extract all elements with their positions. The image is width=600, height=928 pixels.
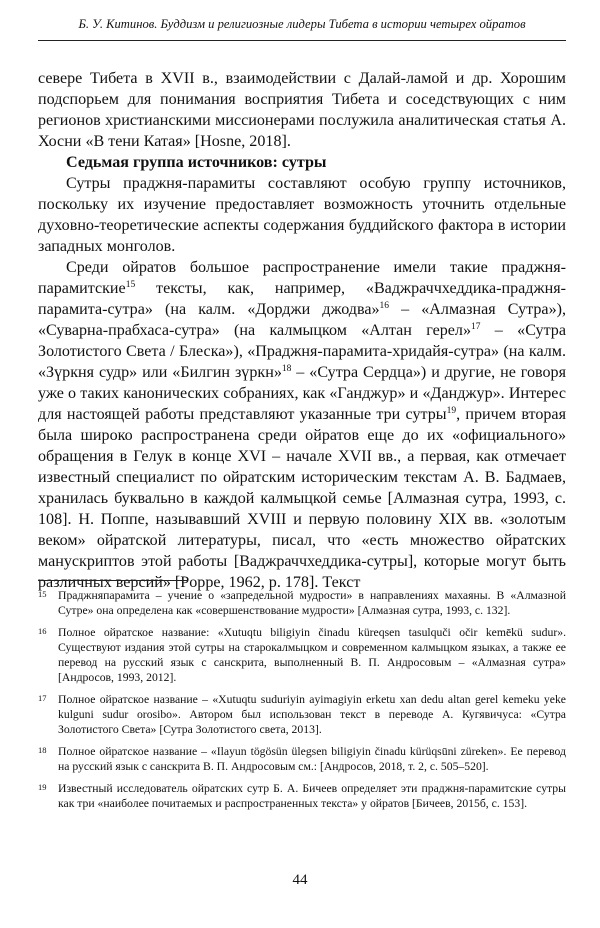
footnote-18 (38, 744, 566, 774)
footnote-ref-19[interactable]: 19 (446, 406, 457, 416)
footnote-number: 15 (38, 589, 47, 599)
main-text (38, 68, 566, 593)
footnote-text: Полное ойратское название – «Xutuqtu suduriyin ayimagiyin erketu xan dedu altan gerel kemeku yeke kulguni sudur orosibo». Автором был использован текст в переводе А. Кугявичуса: «Сутра Золотистого Света» [Сутра Золотистого света, 2013]. (58, 693, 566, 736)
footnote-number: 18 (38, 745, 47, 755)
footnote-17 (38, 692, 566, 737)
footnote-ref-15[interactable]: 15 (125, 280, 136, 290)
footnote-16 (38, 625, 566, 685)
paragraph-sutras: Сутры праджня-парамиты составляют особую группу источников, поскольку их изучение предоставляет возможность уточнить отдельные духовно-теоретические аспекты содержания буддийского фактора в истории западных монголов. (38, 175, 566, 255)
footnote-ref-16[interactable]: 16 (379, 301, 390, 311)
footnote-text: Известный исследователь ойратских сутр Б. А. Бичеев определяет эти праджня-парамитские сутры как три «наиболее почитаемых и распространенных текста» у ойратов [Бичеев, 2015б, с. 153]. (58, 782, 566, 810)
paragraph-continuation: севере Тибета в XVII в., взаимодействии с Далай-ламой и др. Хорошим подспорьем для понимания восприятия Тибета и соседствующих с ним регионов христианскими миссионерами послужила аналитическая статья А. Хосни «В тени Катая» [Hosne, 2018]. (38, 70, 566, 150)
text-segment: , причем вторая была широко распространена среди ойратов еще до их «официального» обращения в Гелук в конце XVI – начале XVII вв., а первая, как отмечает известный специалист по ойратским историческим текстам А. В. Бадмаев, хранилась буквально в каждой калмыцкой семье [Алмазная сутра, 1993, с. 108]. Н. Поппе, называвший XVIII и первую половину XIX вв. «золотым веком» ойратской литературы, писал, что «есть множество ойратских манускриптов этой работы [Ваджраччхеддика-сутры], которые могут быть различных версий» [Poppe, 1962, p. 178]. Текст (38, 406, 566, 591)
running-header (38, 16, 566, 32)
footnote-rule (38, 580, 188, 581)
footnote-text: Праджняпарамита – учение о «запредельной мудрости» в направлениях махаяны. В «Алмазной Сутре» она определена как «совершенствование мудрости» [Алмазная сутра, 1993, с. 132]. (58, 589, 566, 617)
text-segment: Среди ойратов большое распространение имели такие праджня-парамитские (38, 259, 566, 297)
text-segment: – «Сутра Сердца») и другие, не говоря уже о таких канонических собраниях, как «Ганджур» и «Данджур». Интерес для настоящей работы представляют указанные три сутры (38, 364, 566, 423)
footnote-ref-18[interactable]: 18 (281, 364, 292, 374)
footnote-19 (38, 781, 566, 811)
section-heading: Седьмая группа источников: сутры (66, 154, 327, 171)
footnote-number: 17 (38, 693, 47, 703)
text-segment: – «Сутра Золотистого Света / Блеска»), «Праджня-парамита-хридайя-сутра» (на калм. «Зүркня судр» или «Билгин зүркн» (38, 322, 566, 381)
footnote-text: Полное ойратское название – «Ilayun tögösün ülegsen biligiyin činadu kürüqsūni züreken». Ее перевод на русский язык с санскрита В. П. Андросовым см.: [Андросов, 2018, т. 2, с. 505–520]. (58, 745, 566, 773)
header-author: Б. У. Китинов. (78, 17, 158, 31)
text-segment: тексты, как, например, «Ваджраччхеддика-праджня-парамита-сутра» (на калм. «Дорджи джодва» (38, 280, 566, 318)
header-rule (38, 40, 566, 41)
text-segment: – «Алмазная Сутра»), «Суварна-прабхаса-сутра» (на калмыцком «Алтан герел» (38, 301, 567, 339)
footnote-15 (38, 588, 566, 618)
footnotes (38, 588, 566, 818)
footnote-text: Полное ойратское название: «Xutuqtu biligiyin činadu küreqsen tasulquči očir kemēkü sudur». Существуют издания этой сутры на старокалмыцком и современном калмыцком языках, а также ее перевод на русский язык с санскрита, выполненный В. П. Андросовым – «Алмазная сутра» [Андросов, 1993, 2012]. (58, 626, 566, 684)
footnote-number: 16 (38, 626, 47, 636)
footnote-ref-17[interactable]: 17 (471, 322, 481, 332)
paragraph-oirats (38, 257, 566, 593)
page-number: 44 (292, 872, 308, 888)
footnote-number: 19 (38, 782, 47, 792)
header-title: Буддизм и религиозные лидеры Тибета в истории четырех ойратов (160, 17, 526, 31)
